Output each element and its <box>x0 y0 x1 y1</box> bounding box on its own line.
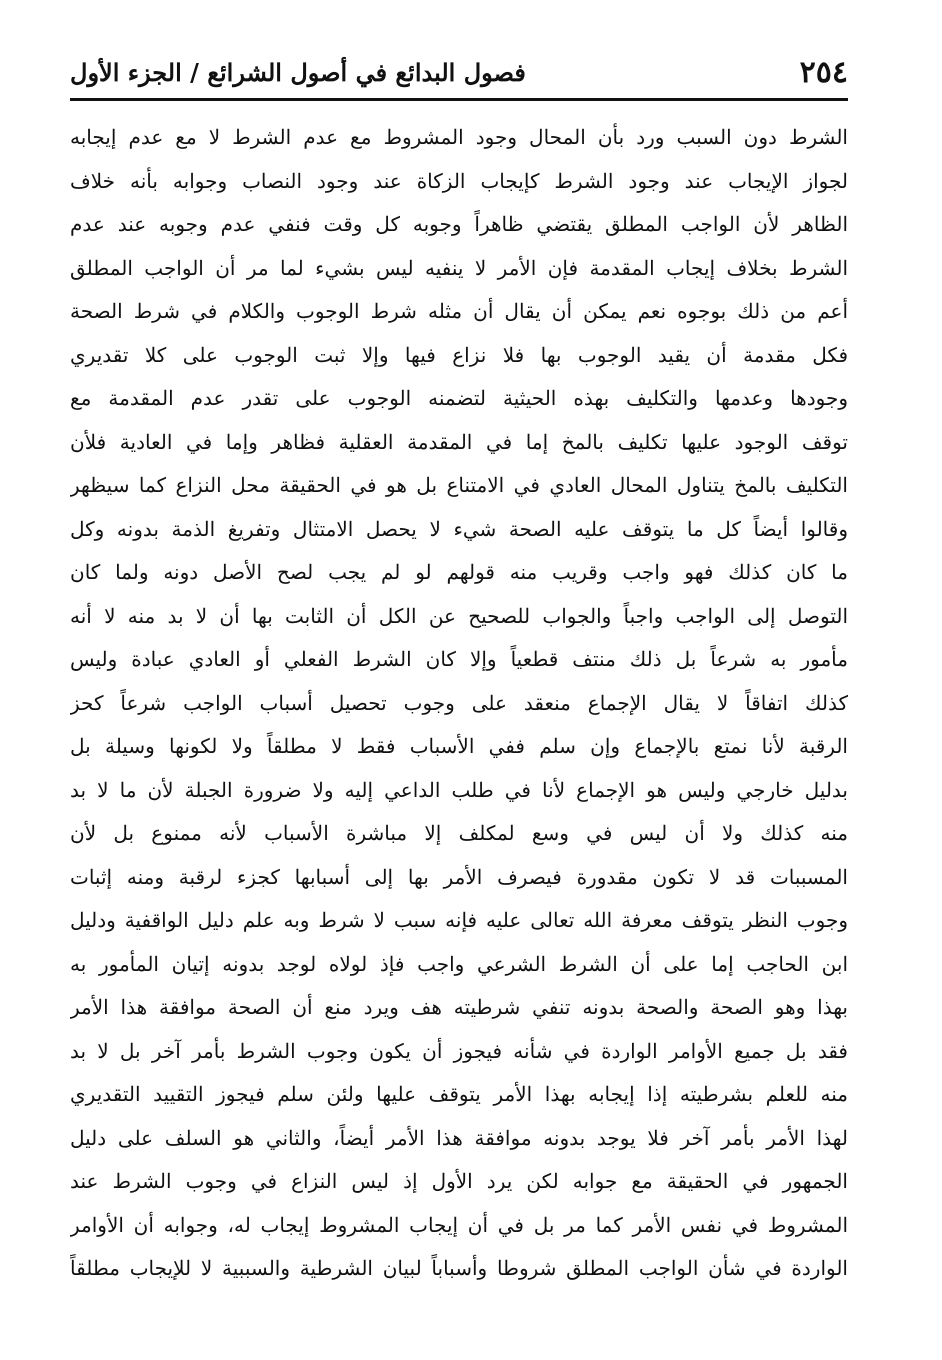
text-line: الشرط بخلاف إيجاب المقدمة فإن الأمر لا ينفيه ليس بشيء لما مر أن الواجب المطلق <box>70 255 848 280</box>
text-line: المسببات قد لا تكون مقدورة فيصرف الأمر بها إلى أسبابها كجزء لرقبة ومنه إثبات <box>70 864 848 889</box>
text-line: منه للعلم بشرطيته إذا إيجابه بهذا الأمر يتوقف عليها ولئن سلم فيجوز التقييد التقديري <box>70 1082 848 1106</box>
text-line: التوصل إلى الواجب واجباً والجواب للصحيح عن الكل أن الثابت بها أن لا بد منه لا أنه <box>70 603 848 628</box>
text-line: الواردة في شأن الواجب المطلق شروطا وأسباباً لبيان الشرطية والسببية لا للإيجاب مطلقاً <box>70 1256 848 1280</box>
text-line: منه كذلك ولا أن ليس في وسع لمكلف إلا مباشرة الأسباب لأنه ممنوع بل لأن <box>70 821 848 845</box>
text-line: لجواز الإيجاب عند وجود الشرط كإيجاب الزكاة عند وجود النصاب وجوابه بأنه خلاف <box>70 168 848 193</box>
page-number: ٢٥٤ <box>799 55 848 90</box>
text-line: ما كان كذلك فهو واجب وقريب منه قولهم لو لم يجب لصح الأصل دونه ولما كان <box>70 560 848 584</box>
text-line: توقف الوجود عليها تكليف بالمخ إما في المقدمة العقلية فظاهر وإما في العادية فلأن <box>70 429 848 454</box>
page-header <box>70 52 848 94</box>
text-line: لهذا الأمر بأمر آخر فلا يوجد بدونه موافقة هذا الأمر أيضاً، والثاني هو السلف على دليل <box>70 1125 848 1150</box>
text-line: الظاهر لأن الواجب المطلق يقتضي ظاهراً وجوبه كل وقت فنفي عدم وجوبه عند عدم <box>70 212 848 236</box>
text-line: وقالوا أيضاً كل ما يتوقف عليه الصحة شيء لا يحصل الامتثال وتفريغ الذمة بدونه وكل <box>70 516 848 541</box>
text-line: كذلك اتفاقاً لا يقال الإجماع منعقد على وجوب تحصيل أسباب الواجب شرعاً كحز <box>70 690 848 715</box>
text-line: مأمور به شرعاً بل ذلك منتف قطعياً وإلا كان الشرط الفعلي أو العادي عبادة وليس <box>70 647 848 671</box>
header-divider <box>70 98 848 101</box>
text-line: ابن الحاجب إما على أن الشرط الشرعي واجب فإذ لولاه لوجد بدونه إتيان المأمور به <box>70 951 848 976</box>
text-line: الجمهور في الحقيقة مع جوابه لكن يرد الأول إذ ليس النزاع في وجوب الشرط عند <box>70 1169 848 1193</box>
text-line: فقد بل جميع الأوامر الواردة في شأنه فيجوز أن يكون وجوب الشرط بأمر آخر بل لا بد <box>70 1038 848 1063</box>
text-line: وجودها وعدمها والتكليف بهذه الحيثية لتضمنه الوجوب على تقدر عدم المقدمة مع <box>70 386 848 410</box>
text-line: بدليل خارجي وليس هو الإجماع لأنا في طلب الداعي إليه ولا ضرورة الجبلة لأن ما لا بد <box>70 777 848 802</box>
text-line: المشروط في نفس الأمر كما مر بل في أن إيجاب المشروط إيجاب له، وجوابه أن الأوامر <box>70 1212 848 1237</box>
text-line: فكل مقدمة أن يقيد الوجوب بها فلا نزاع فيها وإلا ثبت الوجوب على كلا تقديري <box>70 342 848 367</box>
text-line: أعم من ذلك بوجوه نعم يمكن أن يقال أن مثله شرط الوجوب والكلام في شرط الصحة <box>70 299 848 323</box>
body-text <box>70 116 848 1291</box>
text-line: بهذا وهو الصحة والصحة بدونه تنفي شرطيته هف ويرد منع أن الصحة موافقة هذا الأمر <box>70 995 848 1019</box>
text-line: التكليف بالمخ يتناول المحال العادي في الامتناع بل هو في الحقيقة محل النزاع كما سيظهر <box>70 473 848 497</box>
running-title: فصول البدائع في أصول الشرائع / الجزء الأول <box>70 58 526 87</box>
text-line: وجوب النظر يتوقف معرفة الله تعالى عليه فإنه سبب لا شرط وبه علم دليل الواقفية ودليل <box>70 908 848 932</box>
text-line: الرقبة لأنا نمتع بالإجماع وإن سلم ففي الأسباب فقط لا مطلقاً ولا لكونها وسيلة بل <box>70 734 848 758</box>
text-line: الشرط دون السبب ورد بأن المحال وجود المشروط مع عدم الشرط لا مع عدم إيجابه <box>70 125 848 149</box>
